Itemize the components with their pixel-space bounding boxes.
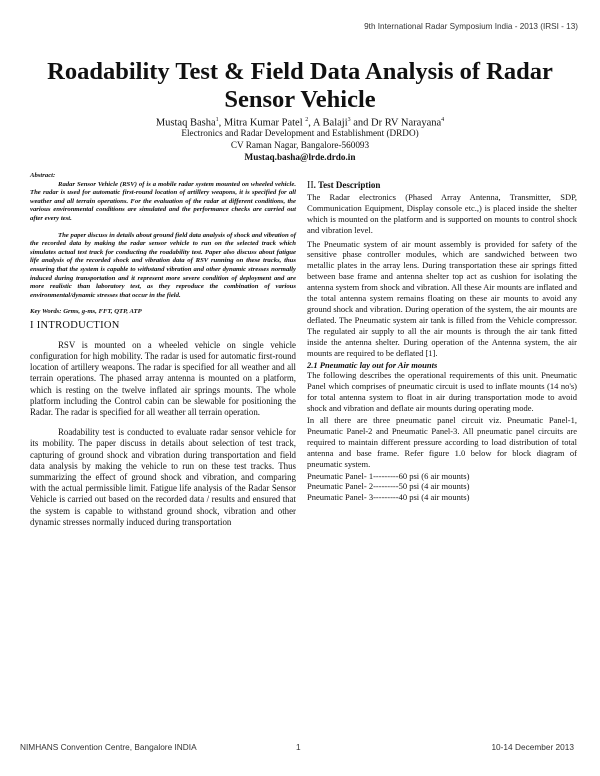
test-paragraph-2: The Pneumatic system of air mount assembly is provided for safety of the sensitive phase controller modules, which are sandwiched between two metallic plates in the array lens. During transportation these air springs fitted between base frame and antenna shelter top act as cushion for isolating the antenna system from shock and vibration. All these Air mounts are inflated and the total antenna system remains floating on these air mounts to avoid any ground shock and vibration. During operation of the system, the air mounts are deflated. The Pneumatic system air tank is filled from the Vehicle compressor. The regulated air supply to all the air mounts is through the air tank fitted inside the antenna shelter. During operation of the Antenna system, the air mounts are required to be deflated [1]. (307, 238, 577, 358)
running-header: 9th International Radar Symposium India - 2013 (IRSI - 13) (364, 22, 578, 31)
test-paragraph-3: The following describes the operational requirements of this unit. Pneumatic Panel which comprises of pneumatic circuit is used to inflate mounts (14 no's) for total antenna system to float in air during transportation mode to avoid shock and vibration and deflate air mounts during operating mode. (307, 370, 577, 414)
author-mark: 2 (305, 117, 309, 123)
intro-paragraph-2: Roadability test is conducted to evaluate radar sensor vehicle for its mobility. The paper discuss in details about selection of test track, capturing of ground shock and vibration during transportation and field data analysis by making the vehicle to run on these test tracks. Thus summarizing the effect of ground shock and vibration, and comparing with the actual permissible limit. Fatigue life analysis of the Radar Sensor Vehicle is carried out based on the recorded data / results and ensured that the system is capable to withstand ground shock, vibration and other dynamic stresses normally induced during transportation (30, 427, 296, 527)
section-heading-test-description: II. Test Description (307, 180, 381, 191)
test-paragraph-4: In all there are three pneumatic panel circuit viz. Pneumatic Panel-1, Pneumatic Panel-2 and Pneumatic Panel-3. All pneumatic panel circuits are required to maintain different pressure according to load distribution of total antenna and base frame. Refer figure 1.0 below for block diagram of pneumatic system. (307, 415, 577, 469)
subsection-heading: 2.1 Pneumatic lay out for Air mounts (307, 359, 438, 370)
left-column (30, 172, 296, 529)
author-name: , Mitra Kumar Patel (218, 117, 306, 129)
author-name: , A Balaji (308, 117, 348, 129)
paper-title: Roadability Test & Field Data Analysis of Radar Sensor Vehicle (47, 58, 553, 113)
author-mark: 1 (215, 117, 219, 123)
author-name: and Dr RV Narayana (350, 117, 442, 129)
abstract-heading: Abstract: (30, 172, 56, 179)
affiliation-address: CV Raman Nagar, Bangalore-560093 (230, 140, 370, 150)
author-email: Mustaq.basha@lrde.drdo.in (244, 152, 356, 162)
author-name: Mustaq Basha (155, 117, 216, 129)
panel-list-item: Pneumatic Panel- 3---------40 psi (4 air mounts) (307, 492, 470, 503)
author-mark: 4 (441, 117, 445, 123)
abstract-paragraph-1: Radar Sensor Vehicle (RSV) of is a mobile radar system mounted on wheeled vehicle. The radar is used for automatic first-round location of artillery weapons, it is specified for all weather and all terrain operations. For the evaluation of the radar at different conditions, the various environmental conditions are simulated and the performance checks are carried out after every test. (30, 180, 296, 222)
section-heading-introduction: I INTRODUCTION (30, 319, 120, 331)
intro-paragraph-1: RSV is mounted on a wheeled vehicle on single vehicle configuration for high mobility. The radar is used for automatic first-round location of artillery weapons. The radar is specified for all weather and all terrain operations. The phased array antenna is mounted on a platform, which is resting on the twelve inflated air springs mounts. The whole platform including the Control cabin can be slewable for positioning the Radar. The radar is specified for all weather all terrain operation. (30, 339, 296, 418)
keywords: Key Words: Grms, g-ms, FFT, QTP, ATP (30, 308, 142, 316)
footer-venue: NIMHANS Convention Centre, Bangalore INDIA (20, 742, 197, 752)
abstract-paragraph-2: The paper discuss in details about ground field data analysis of shock and vibration of the recorded data by making the radar sensor vehicle to run on the selected track which simulates actual test track for conducting the roadability test. Paper also discuss about fatigue life analysis of the recorded shock and vibration data of RSV running on these tracks, thus ensuring that the system is capable to withstand vibration and other dynamic stresses normally induced during transportation and it represent more severe condition of deployment and are more realistic than laboratory test, as they reproduce the combination of various environmental/dynamic stresses that occur in the field. (30, 231, 296, 299)
panel-list-item: Pneumatic Panel- 1---------60 psi (6 air mounts) (307, 470, 470, 481)
author-line (0, 117, 600, 129)
page-number: 1 (296, 742, 301, 752)
right-column (307, 172, 577, 503)
affiliation-org: Electronics and Radar Development and Establishment (DRDO) (181, 128, 419, 138)
footer-dates: 10-14 December 2013 (491, 742, 574, 752)
panel-list-item: Pneumatic Panel- 2---------50 psi (4 air mounts) (307, 481, 470, 492)
author-mark: 3 (347, 117, 351, 123)
test-paragraph-1: The Radar electronics (Phased Array Antenna, Transmitter, SDP, Communication Equipment, Display console etc.,) is placed inside the shelter which is mounted on the platform and is supported on mounts to control shock and vibration level. (307, 191, 577, 235)
